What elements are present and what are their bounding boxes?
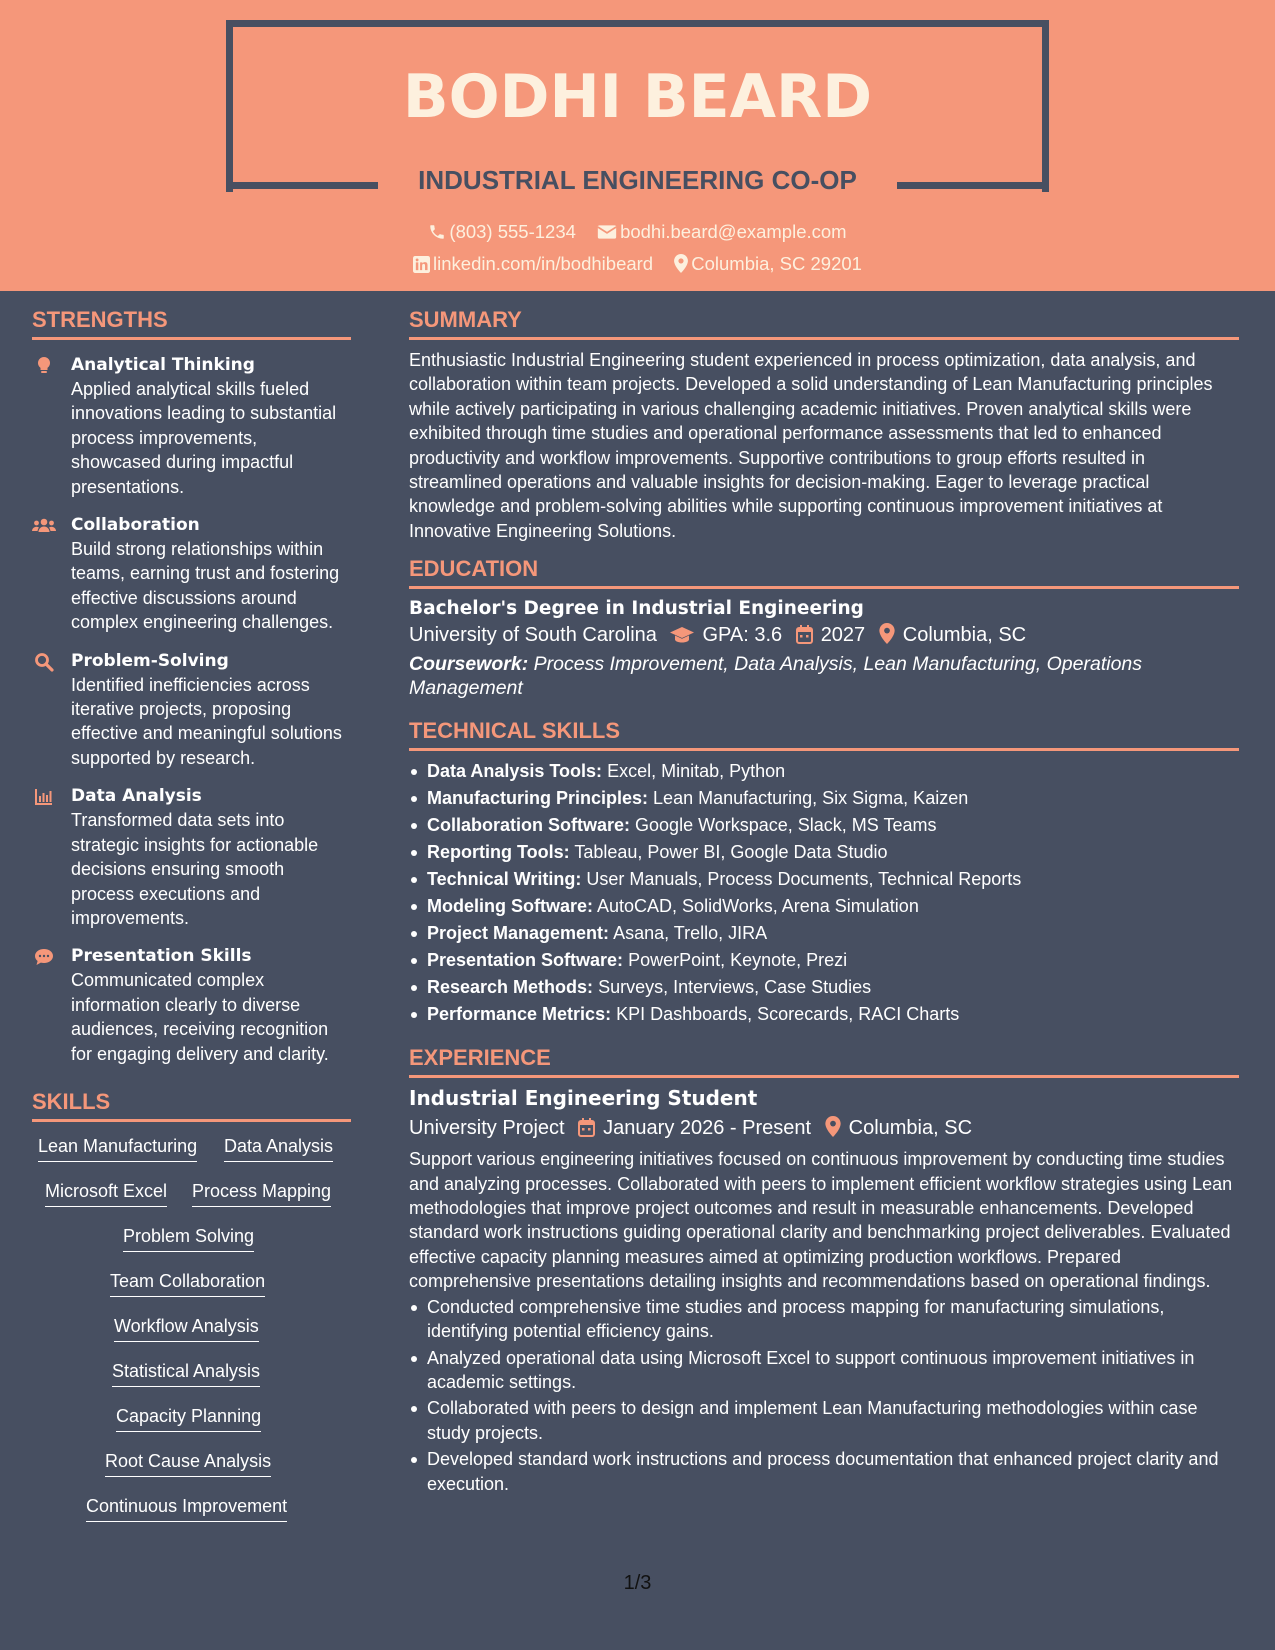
lightbulb-icon (34, 356, 54, 376)
skills-tag-list (32, 1122, 351, 1522)
envelope-icon (597, 223, 617, 241)
experience-location: Columbia, SC (848, 1117, 973, 1140)
skill-tag: Problem Solving (123, 1224, 254, 1252)
location-contact (674, 253, 862, 275)
list-item: Performance Metrics: KPI Dashboards, Scorecards, RACI Charts (409, 1001, 1239, 1028)
strengths-heading: STRENGTHS (32, 307, 351, 340)
search-icon (34, 652, 54, 672)
list-item: Collaboration Software: Google Workspace, Slack, MS Teams (409, 812, 1239, 839)
list-item: Analyzed operational data using Microsoft Excel to support continuous improvement initiatives in academic settings. (409, 1346, 1239, 1395)
list-item: Conducted comprehensive time studies and process mapping for manufacturing simulations, identifying potential efficiency gains. (409, 1295, 1239, 1344)
school-name: University of South Carolina (409, 624, 657, 647)
right-column (409, 291, 1239, 1498)
job-title: INDUSTRIAL ENGINEERING CO-OP (418, 165, 857, 195)
experience-bullets (409, 1295, 1239, 1496)
list-item: Presentation Software: PowerPoint, Keynote, Prezi (409, 947, 1239, 974)
contact-row-1 (0, 221, 1275, 243)
strength-item (32, 353, 351, 499)
skill-tag: Statistical Analysis (112, 1359, 260, 1387)
map-pin-icon (674, 254, 688, 273)
skill-tag: Continuous Improvement (86, 1494, 287, 1522)
technical-skills-heading: TECHNICAL SKILLS (409, 718, 1239, 751)
coursework-list: Process Improvement, Data Analysis, Lean Manufacturing, Operations Management (409, 653, 1143, 700)
graduation-year: 2027 (820, 624, 866, 647)
list-item: Technical Writing: User Manuals, Process Documents, Technical Reports (409, 866, 1239, 893)
resume-header (0, 0, 1275, 291)
list-item: Developed standard work instructions and process documentation that enhanced project clarity and execution. (409, 1447, 1239, 1496)
strength-title: Presentation Skills (71, 946, 252, 967)
strength-desc: Build strong relationships within teams, earning trust and fostering effective discussions around complex engineering challenges. (71, 539, 340, 633)
email-contact[interactable] (597, 221, 847, 243)
phone-icon (428, 223, 446, 241)
coursework-label: Coursework: (409, 653, 529, 676)
map-pin-icon (825, 1116, 841, 1137)
coursework-line (409, 652, 1239, 700)
skill-tag: Lean Manufacturing (38, 1134, 197, 1162)
strength-item (32, 944, 351, 1066)
calendar-icon (578, 1118, 595, 1137)
skill-tag: Workflow Analysis (114, 1314, 259, 1342)
candidate-name: BODHI BEARD (402, 62, 873, 132)
users-icon (32, 516, 56, 536)
skill-tag: Root Cause Analysis (105, 1449, 271, 1477)
list-item: Data Analysis Tools: Excel, Minitab, Python (409, 758, 1239, 785)
skills-heading: SKILLS (32, 1089, 351, 1122)
strength-desc: Transformed data sets into strategic insights for actionable decisions ensuring smooth process executions and improvements. (71, 810, 319, 928)
experience-role: Industrial Engineering Student (409, 1086, 758, 1111)
skill-tag: Process Mapping (192, 1179, 331, 1207)
bar-chart-icon (34, 787, 54, 807)
experience-heading: EXPERIENCE (409, 1045, 1239, 1078)
page-number: 1/3 (623, 1572, 652, 1594)
left-column (32, 291, 351, 1522)
summary-heading: SUMMARY (409, 307, 1239, 340)
experience-summary: Support various engineering initiatives focused on continuous improvement by conducting time studies and analyzing processes. Collaborated with peers to implement efficient workflow strategies using Lean methodologies that improve project outcomes and result in measurable enhancements. Developed standard work instructions guiding operational clarity and benchmarking project deliverables. Evaluated effective capacity planning measures aimed at optimizing production workflows. Prepared comprehensive presentations detailing insights and recommendations based on operational findings. (409, 1149, 1233, 1292)
list-item: Modeling Software: AutoCAD, SolidWorks, Arena Simulation (409, 893, 1239, 920)
calendar-icon (796, 625, 813, 644)
strength-desc: Applied analytical skills fueled innovations leading to substantial process improvements, showcased during impactful presentations. (71, 379, 337, 497)
graduation-cap-icon (670, 626, 694, 644)
gpa-text: GPA: 3.6 (702, 624, 783, 647)
skill-tag: Team Collaboration (110, 1269, 265, 1297)
experience-org: University Project (409, 1117, 565, 1140)
education-meta (409, 622, 1239, 648)
experience-meta (409, 1115, 1239, 1141)
speech-bubble-icon (34, 947, 54, 967)
map-pin-icon (879, 623, 895, 644)
header-frame-left-foot (226, 182, 378, 189)
strength-item (32, 784, 351, 930)
strength-desc: Identified inefficiencies across iterative projects, proposing effective and meaningful solutions supported by research. (71, 674, 342, 768)
linkedin-contact[interactable] (413, 253, 653, 275)
phone-contact[interactable] (428, 221, 576, 243)
technical-skills-list (409, 758, 1239, 1028)
phone-text: (803) 555-1234 (449, 221, 576, 242)
header-frame-right-foot (897, 182, 1049, 189)
linkedin-text: linkedin.com/in/bodhibeard (433, 253, 654, 274)
list-item: Reporting Tools: Tableau, Power BI, Google Data Studio (409, 839, 1239, 866)
skill-tag: Data Analysis (224, 1134, 333, 1162)
contact-row-2 (0, 253, 1275, 275)
strength-title: Collaboration (71, 515, 200, 536)
strength-title: Problem-Solving (71, 650, 229, 671)
strength-title: Data Analysis (71, 786, 202, 807)
list-item: Research Methods: Surveys, Interviews, Case Studies (409, 974, 1239, 1001)
strength-title: Analytical Thinking (71, 355, 255, 375)
location-text: Columbia, SC 29201 (691, 253, 862, 274)
education-heading: EDUCATION (409, 556, 1239, 589)
list-item: Manufacturing Principles: Lean Manufacturing, Six Sigma, Kaizen (409, 785, 1239, 812)
skill-tag: Capacity Planning (116, 1404, 261, 1432)
list-item: Project Management: Asana, Trello, JIRA (409, 920, 1239, 947)
strength-desc: Communicated complex information clearly to diverse audiences, receiving recognition for engaging delivery and clarity. (71, 970, 329, 1064)
linkedin-icon (413, 256, 430, 273)
list-item: Collaborated with peers to design and implement Lean Manufacturing methodologies within case study projects. (409, 1396, 1239, 1445)
degree-title: Bachelor's Degree in Industrial Engineering (409, 598, 864, 620)
skill-tag: Microsoft Excel (45, 1179, 167, 1207)
education-location: Columbia, SC (902, 624, 1027, 647)
experience-dates: January 2026 - Present (603, 1117, 812, 1140)
summary-text: Enthusiastic Industrial Engineering student experienced in process optimization, data analysis, and collaboration within team projects. Developed a solid understanding of Lean Manufacturing principles while actively participating in various challenging academic initiatives. Proven analytical skills were exhibited through time studies and operational performance assessments that led to enhanced productivity and workflow improvements. Supportive contributions to group efforts resulted in streamlined operations and valuable insights for decision-making. Eager to leverage practical knowledge and problem-solving abilities while supporting continuous improvement initiatives at Innovative Engineering Solutions. (409, 350, 1213, 541)
strength-item (32, 513, 351, 635)
strength-item (32, 649, 351, 771)
email-text: bodhi.beard@example.com (620, 221, 847, 242)
